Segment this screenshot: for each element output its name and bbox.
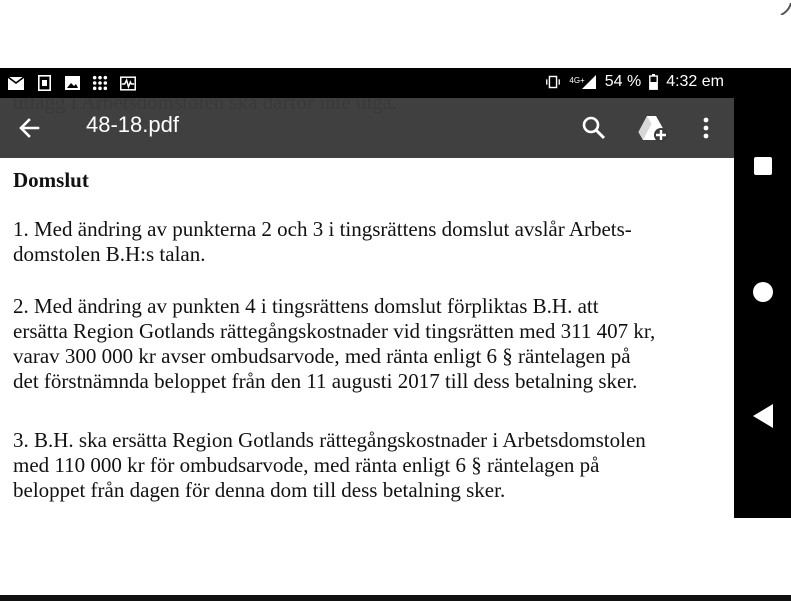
document-paragraph-2 [13, 294, 655, 394]
pdf-document-page[interactable] [0, 96, 734, 526]
document-paragraph-3 [13, 428, 646, 503]
status-bar-system [545, 73, 724, 91]
battery-icon [649, 74, 658, 90]
search-button[interactable] [580, 114, 608, 142]
document-paragraph-1 [13, 217, 632, 267]
image-icon [64, 75, 80, 91]
bottom-edge-strip [0, 595, 791, 601]
circle-icon [752, 281, 774, 303]
corner-curl [777, 0, 791, 14]
paragraph-line: varav 300 000 kr avser ombudsarvode, med ränta enligt 6 § räntelagen på [13, 344, 631, 368]
status-bar [0, 68, 734, 98]
add-to-drive-button[interactable] [637, 114, 669, 142]
square-icon [754, 157, 772, 175]
battery-percent: 54 % [604, 73, 642, 90]
navigation-bar [734, 68, 791, 518]
apps-grid-icon [92, 75, 108, 91]
paragraph-line: 2. Med ändring av punkten 4 i tingsrättens domslut förpliktas B.H. att [13, 294, 599, 318]
paragraph-line: beloppet från dagen för denna dom till dess betalning sker. [13, 478, 506, 502]
more-options-button[interactable] [696, 114, 716, 142]
arrow-left-icon [16, 114, 44, 142]
mail-icon [8, 75, 24, 91]
network-type-label: 4G+ [569, 76, 585, 85]
triangle-back-icon [753, 404, 773, 428]
back-button[interactable] [16, 114, 44, 142]
paragraph-line: ersätta Region Gotlands rättegångskostnader vid tingsrätten med 311 407 kr, [13, 319, 656, 343]
search-icon [580, 114, 608, 142]
activity-icon [120, 75, 136, 91]
status-bar-notifications [8, 75, 136, 91]
more-vertical-icon [696, 114, 716, 142]
app-toolbar [0, 98, 734, 158]
recents-button[interactable] [734, 136, 791, 196]
clock: 4:32 em [666, 73, 724, 90]
google-drive-add-icon [637, 114, 669, 142]
file-title: 48-18.pdf [86, 112, 179, 137]
paragraph-line: domstolen B.H:s talan. [13, 242, 206, 266]
document-heading: Domslut [13, 168, 89, 192]
home-button[interactable] [734, 262, 791, 322]
nav-back-button[interactable] [734, 386, 791, 446]
paragraph-line: 1. Med ändring av punkterna 2 och 3 i tingsrättens domslut avslår Arbets- [13, 217, 632, 241]
sim-app-icon [36, 75, 52, 91]
paragraph-line: det förstnämnda beloppet från den 11 augusti 2017 till dess betalning sker. [13, 369, 638, 393]
vibrate-icon [545, 74, 561, 90]
paragraph-line: med 110 000 kr för ombudsarvode, med ränta enligt 6 § räntelagen på [13, 453, 600, 477]
paragraph-line: 3. B.H. ska ersätta Region Gotlands rättegångskostnader i Arbetsdomstolen [13, 428, 646, 452]
